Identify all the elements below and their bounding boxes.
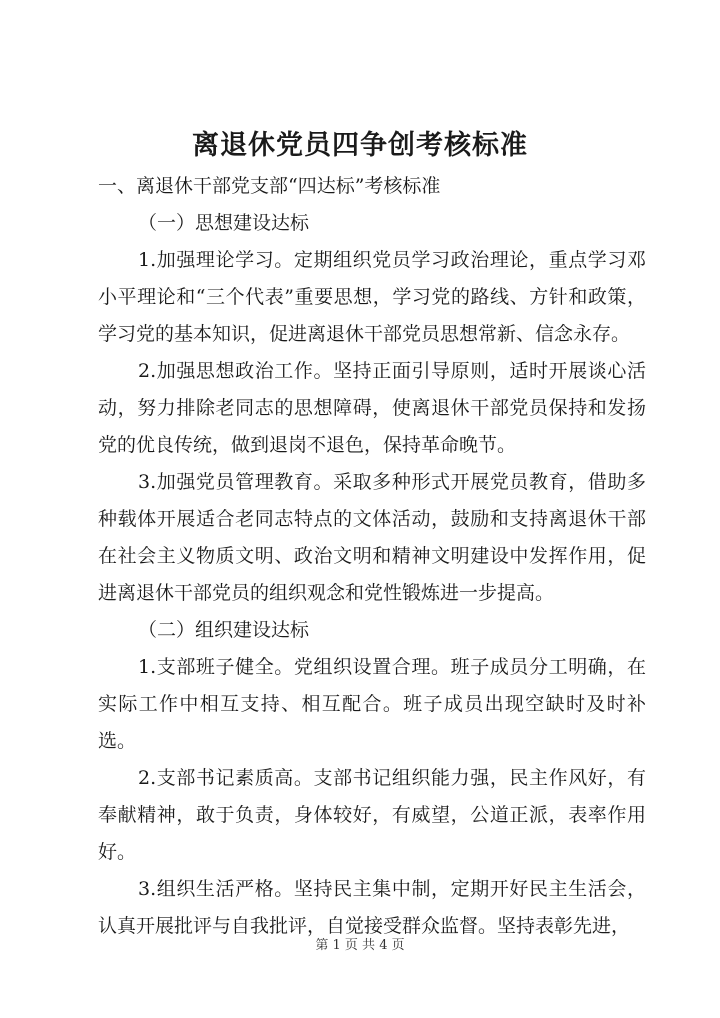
- paragraph-organizational-life: 3.组织生活严格。坚持民主集中制，定期开好民主生活会，认真开展批评与自我批评，自觉接受群众监督。坚持表彰先进，: [98, 878, 646, 937]
- paragraph-branch-team: 1.支部班子健全。党组织设置合理。班子成员分工明确，在实际工作中相互支持、相互配合。班子成员出现空缺时及时补选。: [98, 656, 646, 752]
- paragraph-member-education: 3.加强党员管理教育。采取多种形式开展党员教育，借助多种载体开展适合老同志特点的文体活动，鼓励和支持离退休干部在社会主义物质文明、政治文明和精神文明建设中发挥作用，促进离退休干部党员的组织观念和党性锻炼进一步提高。: [98, 471, 646, 604]
- subsection-heading-thought: （一）思想建设达标: [138, 212, 310, 234]
- page-number: 第 1 页 共 4 页: [315, 938, 405, 953]
- paragraph-political-work: 2.加强思想政治工作。坚持正面引导原则，适时开展谈心活动，努力排除老同志的思想障碍，使离退休干部党员保持和发扬党的优良传统，做到退岗不退色，保持革命晚节。: [98, 360, 646, 456]
- document-body: [98, 168, 646, 945]
- document-title: 离退休党员四争创考核标准: [192, 130, 528, 161]
- paragraph-branch-secretary: 2.支部书记素质高。支部书记组织能力强，民主作风好，有奉献精神，敢于负责，身体较好，有威望，公道正派，表率作用好。: [98, 767, 646, 863]
- section-heading: 一、离退休干部党支部“四达标”考核标准: [98, 175, 441, 197]
- paragraph-theory-study: 1.加强理论学习。定期组织党员学习政治理论，重点学习邓小平理论和“三个代表”重要思想，学习党的路线、方针和政策，学习党的基本知识，促进离退休干部党员思想常新、信念永存。: [98, 249, 646, 345]
- subsection-heading-organization: （二）组织建设达标: [138, 619, 310, 641]
